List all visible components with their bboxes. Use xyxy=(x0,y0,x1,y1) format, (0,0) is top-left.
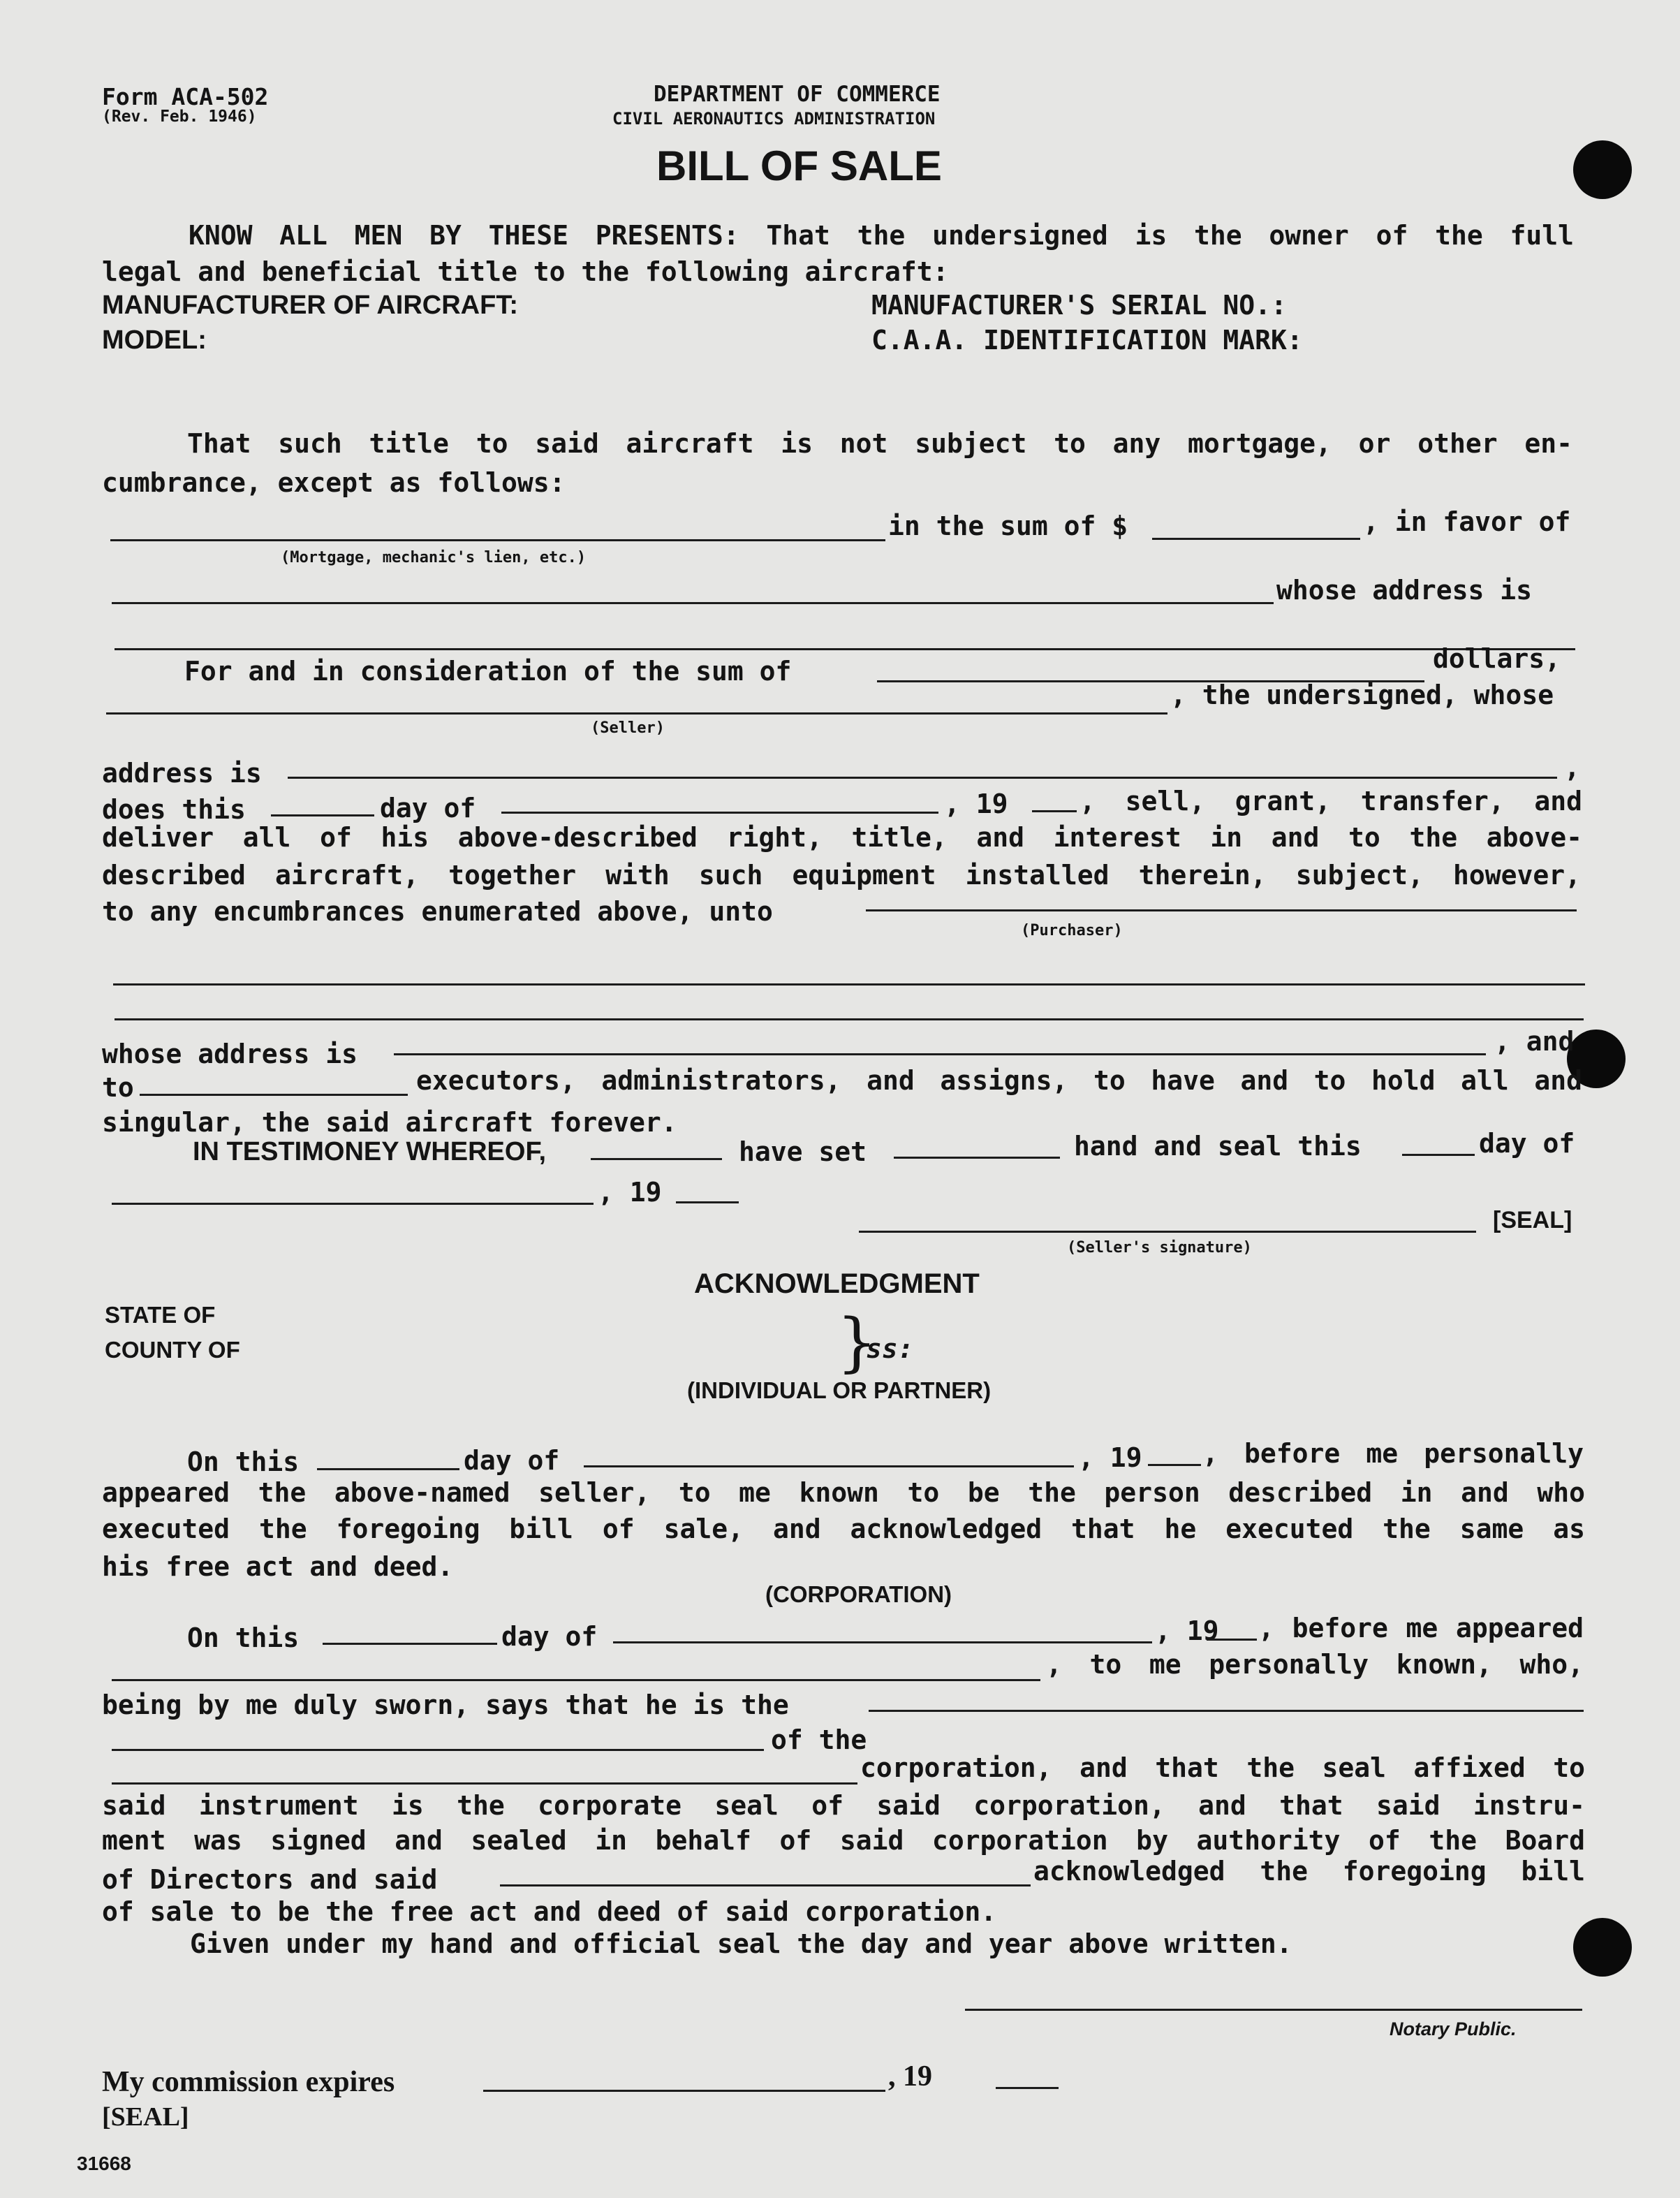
instrument-line: said instrument is the corporate seal of said corporation, and that said instru- xyxy=(102,1790,1585,1821)
seller-address-comma: , xyxy=(1564,752,1580,783)
being-sworn-label: being by me duly sworn, says that he is the xyxy=(102,1690,789,1720)
sale-year-label: , 19 xyxy=(944,789,1008,819)
ack-month-field[interactable] xyxy=(584,1465,1074,1467)
consideration-label: For and in consideration of the sum of xyxy=(184,656,792,687)
mortgage-amount-field[interactable] xyxy=(1152,538,1360,540)
sale-month-field[interactable] xyxy=(501,812,938,814)
testimony-year-label: , 19 xyxy=(598,1177,662,1208)
testimony-label: IN TESTIMONEY WHEREOF, xyxy=(193,1137,547,1166)
encumbrance-line-2: cumbrance, except as follows: xyxy=(102,467,566,498)
corporation-name-field[interactable] xyxy=(112,1782,857,1785)
have-set-label: have set xyxy=(739,1136,867,1167)
punch-hole-top xyxy=(1573,140,1632,199)
given-under-line: Given under my hand and official seal the day and year above written. xyxy=(190,1928,1292,1959)
seller-address-label: address is xyxy=(102,758,262,789)
of-the-label: of the xyxy=(771,1724,867,1755)
seller-signature-field[interactable] xyxy=(859,1231,1476,1233)
free-act-corp-line: of sale to be the free act and deed of said corporation. xyxy=(102,1896,997,1927)
purchaser-address-label: whose address is xyxy=(102,1039,358,1069)
ack-on-this-label: On this xyxy=(187,1446,300,1477)
testimony-possessive-field[interactable] xyxy=(894,1157,1060,1159)
purchaser-address-field[interactable] xyxy=(394,1053,1486,1055)
seller-address-field[interactable] xyxy=(288,777,1557,779)
sale-day-field[interactable] xyxy=(271,814,374,816)
intro-line-2: legal and beneficial title to the following aircraft: xyxy=(102,256,949,287)
corp-year-label: , 19 xyxy=(1155,1615,1219,1646)
commission-date-field[interactable] xyxy=(483,2090,885,2092)
notary-seal: [SEAL] xyxy=(102,2102,189,2132)
testimony-day-field[interactable] xyxy=(1402,1154,1475,1156)
testimony-month-field[interactable] xyxy=(112,1203,594,1205)
deliver-line: deliver all of his above-described right, title, and interest in and to the above- xyxy=(102,822,1582,853)
corp-month-field[interactable] xyxy=(613,1641,1152,1643)
and-label: , and xyxy=(1494,1026,1575,1057)
ack-year-field[interactable] xyxy=(1148,1464,1201,1466)
purchaser-name-field[interactable] xyxy=(866,909,1577,911)
purchaser-name-continued-field[interactable] xyxy=(113,983,1585,986)
free-act-line: his free act and deed. xyxy=(102,1551,454,1582)
corp-day-field[interactable] xyxy=(323,1643,497,1645)
notary-public-label: Notary Public. xyxy=(1390,2019,1517,2039)
executed-line: executed the foregoing bill of sale, and acknowledged that he executed the same as xyxy=(102,1514,1585,1544)
corp-on-this-label: On this xyxy=(187,1622,300,1653)
ack-day-of-label: day of xyxy=(464,1445,560,1476)
form-stock-number: 31668 xyxy=(77,2153,131,2174)
testimony-day-of-label: day of xyxy=(1479,1128,1575,1159)
purchaser-possessive-field[interactable] xyxy=(140,1094,408,1096)
singular-line: singular, the said aircraft forever. xyxy=(102,1107,677,1138)
ack-year-label: , 19 xyxy=(1078,1442,1142,1473)
commission-year-field[interactable] xyxy=(996,2087,1059,2089)
commission-year-label: , 19 xyxy=(888,2060,932,2093)
lienholder-field[interactable] xyxy=(112,602,1274,604)
sell-grant-label: , sell, grant, transfer, and xyxy=(1080,786,1582,816)
purchaser-caption: (Purchaser) xyxy=(1021,922,1123,939)
intro-line-1: KNOW ALL MEN BY THESE PRESENTS: That the undersigned is the owner of the full xyxy=(189,220,1574,251)
signed-line: ment was signed and sealed in behalf of said corporation by authority of the Board xyxy=(102,1825,1585,1856)
corp-officer-ack-field[interactable] xyxy=(500,1884,1031,1886)
manufacturer-label: MANUFACTURER OF AIRCRAFT: xyxy=(102,291,518,320)
form-number: Form ACA-502 xyxy=(102,83,269,110)
mortgage-field[interactable] xyxy=(110,539,885,541)
testimony-seller-field[interactable] xyxy=(591,1158,722,1160)
before-me-appeared-label: , before me appeared xyxy=(1258,1613,1584,1643)
encumbrance-line-1: That such title to said aircraft is not subject to any mortgage, or other en- xyxy=(187,428,1572,459)
executors-line: executors, administrators, and assigns, to have and to hold all and xyxy=(416,1065,1582,1096)
mortgage-caption: (Mortgage, mechanic's lien, etc.) xyxy=(281,549,587,566)
testimony-seal: [SEAL] xyxy=(1493,1207,1572,1233)
signature-caption: (Seller's signature) xyxy=(1067,1239,1252,1256)
to-label: to xyxy=(102,1072,134,1103)
before-me-label: , before me personally xyxy=(1202,1438,1584,1469)
corporation-heading: (CORPORATION) xyxy=(765,1581,952,1607)
personally-known-label: , to me personally known, who, xyxy=(1046,1649,1584,1680)
ack-foregoing-label: acknowledged the foregoing bill xyxy=(1033,1856,1585,1886)
venue-brace: } xyxy=(837,1305,878,1379)
individual-heading: (INDIVIDUAL OR PARTNER) xyxy=(687,1377,992,1403)
described-line: described aircraft, together with such equipment installed therein, subject, however, xyxy=(102,860,1581,891)
model-label: MODEL: xyxy=(102,325,207,355)
commission-label: My commission expires xyxy=(102,2066,395,2098)
purchaser-name-extra-field[interactable] xyxy=(115,1018,1584,1020)
testimony-year-field[interactable] xyxy=(676,1201,739,1203)
in-favor-label: , in favor of xyxy=(1363,506,1571,537)
whose-address-label: whose address is xyxy=(1276,575,1533,606)
hand-and-seal-label: hand and seal this xyxy=(1074,1131,1362,1162)
lienholder-address-field[interactable] xyxy=(115,648,1575,650)
sale-year-field[interactable] xyxy=(1032,810,1077,812)
administration-name: CIVIL AERONAUTICS ADMINISTRATION xyxy=(612,109,936,129)
corp-officer-title-field[interactable] xyxy=(869,1710,1584,1712)
notary-signature-field[interactable] xyxy=(965,2009,1582,2011)
seller-caption: (Seller) xyxy=(591,719,665,737)
does-this-label: does this xyxy=(102,794,246,825)
corp-year-field[interactable] xyxy=(1207,1639,1257,1641)
identification-mark-label: C.A.A. IDENTIFICATION MARK: xyxy=(871,325,1303,356)
directors-label: of Directors and said xyxy=(102,1864,438,1895)
punch-hole-bottom xyxy=(1573,1918,1632,1977)
ack-day-field[interactable] xyxy=(317,1468,459,1470)
corp-officer-name-field[interactable] xyxy=(112,1679,1040,1681)
corp-officer-title-continued-field[interactable] xyxy=(112,1749,764,1751)
undersigned-label: , the undersigned, whose xyxy=(1170,680,1554,710)
corp-day-of-label: day of xyxy=(501,1621,598,1652)
in-sum-label: in the sum of $ xyxy=(888,511,1128,541)
to-any-label: to any encumbrances enumerated above, unto xyxy=(102,896,773,927)
department-name: DEPARTMENT OF COMMERCE xyxy=(654,82,941,107)
appeared-line: appeared the above-named seller, to me known to be the person described in and who xyxy=(102,1477,1585,1508)
page-title: BILL OF SALE xyxy=(656,142,942,189)
serial-number-label: MANUFACTURER'S SERIAL NO.: xyxy=(871,290,1287,321)
state-of-label: STATE OF xyxy=(105,1302,216,1328)
sale-day-of-label: day of xyxy=(380,793,476,823)
county-of-label: COUNTY OF xyxy=(105,1337,240,1363)
dollars-label: dollars, xyxy=(1433,643,1561,674)
ss-label: ss: xyxy=(866,1333,914,1364)
form-revision: (Rev. Feb. 1946) xyxy=(102,108,257,126)
acknowledgment-title: ACKNOWLEDGMENT xyxy=(694,1268,980,1299)
corp-seal-label: corporation, and that the seal affixed to xyxy=(860,1752,1585,1783)
seller-name-field[interactable] xyxy=(106,712,1167,715)
